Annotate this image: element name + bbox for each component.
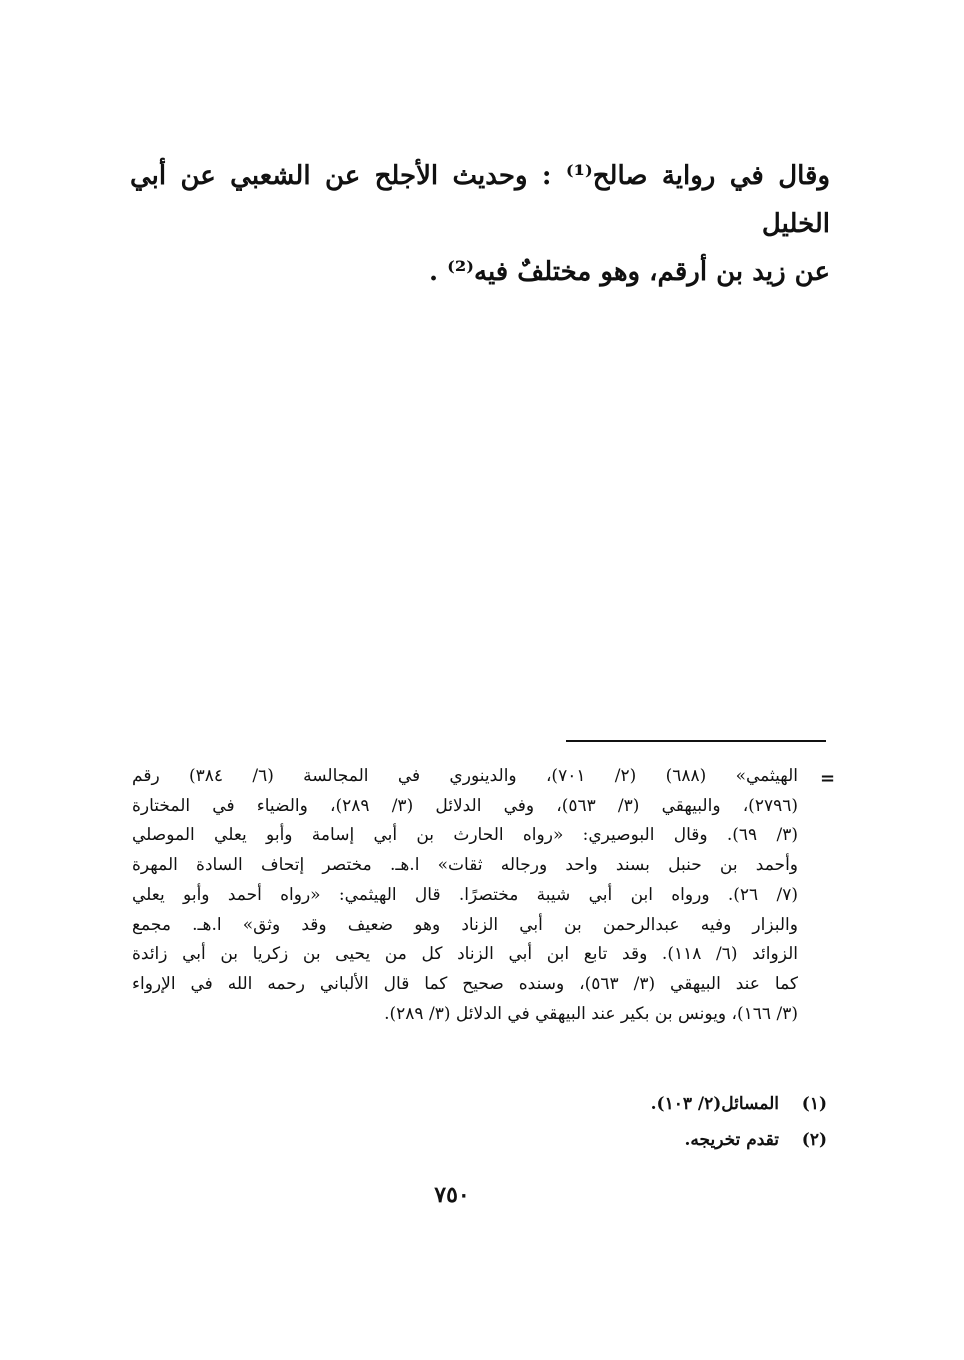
footnote-separator	[566, 740, 826, 742]
footnote-line: (٣/ ٦٩). وقال البوصيري: «رواه الحارث بن أبي إسامة وأبو يعلي الموصلي	[132, 825, 798, 846]
main-text-line: عن زيد بن أرقم، وهو مختلفٌ فيه⁽²⁾ .	[429, 257, 830, 287]
continuation-mark: =	[820, 768, 836, 789]
footnote-1	[132, 1094, 827, 1114]
footnote-2-text: تقدم تخريجه.	[684, 1130, 779, 1150]
footnote-line: (٧/ ٢٦). ورواه ابن أبي شيبة مختصرًا. قال الهيثمي: «رواه أحمد وأبو يعلي	[132, 884, 798, 905]
page-number: ٧٥٠	[434, 1182, 470, 1208]
footnote-line: وأحمد بن حنبل بسند واحد ورجاله ثقات» ا.هـ. مختصر إتحاف السادة المهرة	[132, 855, 798, 876]
footnote-2	[132, 1130, 827, 1150]
footnote-continued	[132, 762, 798, 1029]
footnote-line: (٢٧٩٦)، والبيهقي (٣/ ٥٦٣)، وفي الدلائل (٣/ ٢٨٩)، والضياء في المختارة	[132, 795, 798, 816]
footnote-line: الزوائد (٦/ ١١٨). وقد تابع ابن أبي الزناد كل من يحيى بن زكريا بن أبي زائدة	[132, 944, 798, 965]
main-text-line: وقال في رواية صالح⁽¹⁾ : وحديث الأجلح عن الشعبي عن أبي الخليل	[130, 161, 830, 239]
footnote-2-number: (٢)	[801, 1130, 827, 1150]
footnote-1-text: المسائل(٢/ ١٠٣).	[650, 1094, 779, 1114]
footnote-1-number: (١)	[801, 1094, 827, 1114]
footnote-line: الهيثمي» (٦٨٨) (٢/ ٧٠١)، والدينوري في المجالسة (٦/ ٣٨٤) رقم	[132, 766, 799, 786]
footnote-line: كما عند البيهقي (٣/ ٥٦٣)، وسنده صحيح كما قال الألباني رحمه الله في الإرواء	[132, 973, 798, 994]
footnote-line: والبزار وفيه عبدالرحمن بن أبي الزناد وهو ضعيف وقد وثق» ا.هـ. مجمع	[132, 914, 798, 935]
footnote-line: (٣/ ١٦٦)، ويونس بن بكير عند البيهقي في الدلائل (٣/ ٢٨٩).	[384, 1003, 798, 1024]
main-text	[130, 152, 830, 296]
